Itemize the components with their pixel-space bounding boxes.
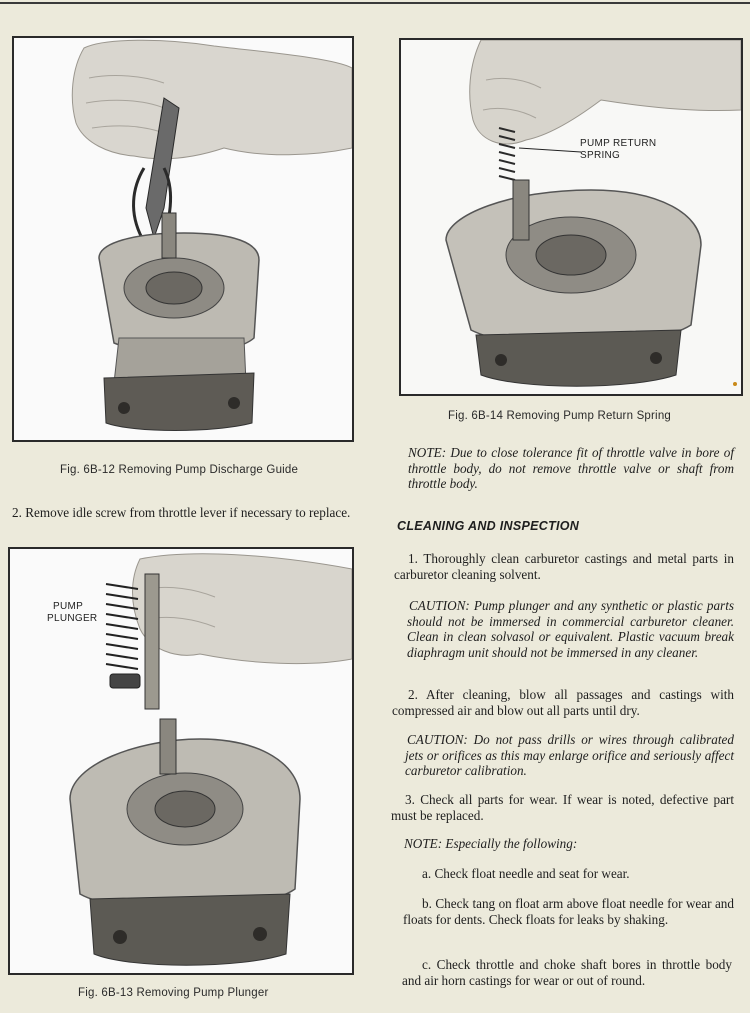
figure-6b-13-caption: Fig. 6B-13 Removing Pump Plunger [78, 987, 269, 999]
pump-return-spring-label [580, 138, 656, 162]
figure-6b-12-caption: Fig. 6B-12 Removing Pump Discharge Guide [60, 464, 299, 476]
caution-drills-wires: CAUTION: Do not pass drills or wires through calibrated jets or orifices as this may enlarge orifice and seriously affect carburetor calibration. [405, 732, 734, 779]
pump-plunger-label-line1: PUMP [53, 601, 84, 612]
pump-plunger-label-line2: PLUNGER [47, 613, 98, 624]
figure-6b-14-caption: Fig. 6B-14 Removing Pump Return Spring [448, 410, 672, 422]
pump-return-spring-label-line2: SPRING [580, 150, 621, 161]
figure-6b-14-photo [399, 38, 743, 396]
pump-plunger-label [47, 601, 97, 625]
note-especially-following: NOTE: Especially the following: [404, 836, 578, 851]
section-heading-cleaning-inspection: CLEANING AND INSPECTION [397, 519, 580, 533]
caution-pump-plunger: CAUTION: Pump plunger and any synthetic or plastic parts should not be immersed in commercial carburetor cleaner. Clean in clean solvasol or equivalent. Plastic vacuum break diaphragm unit should not be immersed in any cleaner. [407, 598, 734, 660]
item-b-float-arm: b. Check tang on float arm above float needle for wear and floats for dents. Check floats for leaks by shaking. [403, 896, 734, 927]
pump-return-spring-label-line1: PUMP RETURN [580, 138, 657, 149]
top-rule [0, 2, 750, 4]
left-step-2: 2. Remove idle screw from throttle lever if necessary to replace. [12, 505, 351, 520]
step-3-check-wear: 3. Check all parts for wear. If wear is noted, defective part must be replaced. [391, 792, 734, 823]
note-throttle-valve: NOTE: Due to close tolerance fit of throttle valve in bore of throttle body, do not remove throttle valve or shaft from throttle body. [408, 445, 734, 492]
item-a-float-needle: a. Check float needle and seat for wear. [422, 866, 630, 881]
step-1-clean-castings: 1. Thoroughly clean carburetor castings and metal parts in carburetor cleaning solvent. [394, 551, 734, 582]
figure-6b-12-photo [12, 36, 354, 442]
step-2-blow-passages: 2. After cleaning, blow all passages and castings with compressed air and blow out all parts until dry. [392, 687, 734, 718]
item-c-shaft-bores: c. Check throttle and choke shaft bores in throttle body and air horn castings for wear or out of round. [402, 957, 732, 988]
